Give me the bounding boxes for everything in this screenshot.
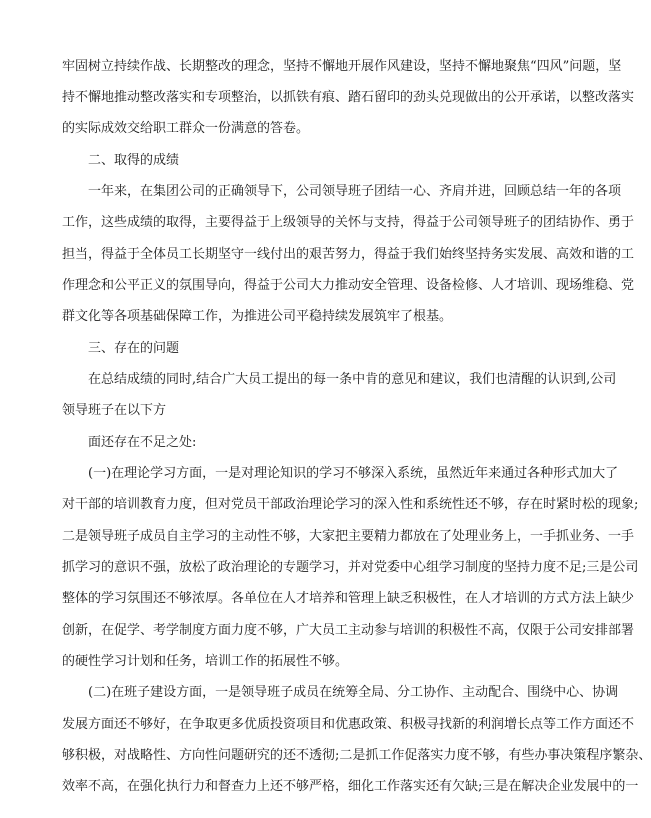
body-text-line: 领导班子在以下方 — [62, 403, 167, 418]
body-text-line: 二是领导班子成员自主学习的主动性不够，大家把主要精力都放在了处理业务上，一手抓业务、一手 — [62, 529, 635, 544]
body-text-line: 够积极，对战略性、方向性问题研究的还不透彻;二是抓工作促落实力度不够，有些办事决策程序繁杂、 — [62, 748, 651, 763]
body-text-line: 整体的学习氛围还不够浓厚。各单位在人才培养和管理上缺乏积极性，在人才培训的方式方法上缺少 — [62, 591, 635, 606]
body-text-line: 抓学习的意识不强，放松了政治理论的专题学习，并对党委中心组学习制度的坚持力度不足;三是公司 — [62, 560, 639, 575]
body-text-line: 作理念和公平正义的氛围导向，得益于公司大力推动安全管理、设备检修、人才培训、现场维稳、党 — [62, 278, 635, 293]
body-text-line: 面还存在不足之处: — [88, 435, 197, 450]
body-text-line: 担当，得益于全体员工长期坚守一线付出的艰苦努力，得益于我们始终坚持务实发展、高效和谐的工 — [62, 247, 635, 262]
section-heading: 三、存在的问题 — [88, 341, 180, 356]
body-text-line: (二)在班子建设方面，一是领导班子成员在统筹全局、分工协作、主动配合、围绕中心、协调 — [88, 685, 619, 700]
body-text-line: 发展方面还不够好，在争取更多优质投资项目和优惠政策、积极寻找新的利润增长点等工作方面还不 — [62, 717, 635, 732]
section-heading: 二、取得的成绩 — [88, 153, 180, 168]
body-text-line: 群文化等各项基础保障工作，为推进公司平稳持续发展筑牢了根基。 — [62, 309, 453, 324]
body-text-line: 持不懈地推动整改落实和专项整治，以抓铁有痕、踏石留印的劲头兑现做出的公开承诺，以整改落实 — [62, 90, 635, 105]
body-text-line: 效率不高，在强化执行力和督查力上还不够严格，细化工作落实还有欠缺;三是在解决企业发展中的一 — [62, 779, 639, 794]
body-text-line: 的硬性学习计划和任务，培训工作的拓展性不够。 — [62, 654, 349, 669]
body-text-line: 工作，这些成绩的取得，主要得益于上级领导的关怀与支持，得益于公司领导班子的团结协作、勇于 — [62, 215, 635, 230]
body-text-line: 牢固树立持续作战、长期整改的理念，坚持不懈地开展作风建设，坚持不懈地聚焦“四风”问题，坚 — [62, 59, 622, 74]
body-text-line: 的实际成效交给职工群众一份满意的答卷。 — [62, 121, 310, 136]
body-text-line: 对干部的培训教育力度，但对党员干部政治理论学习的深入性和系统性还不够，存在时紧时松的现象; — [62, 497, 639, 512]
body-text-line: 在总结成绩的同时,结合广大员工提出的每一条中肯的意见和建议，我们也清醒的认识到,公司 — [88, 372, 617, 387]
body-text-line: 一年来，在集团公司的正确领导下，公司领导班子团结一心、齐肩并进，回顾总结一年的各项 — [88, 184, 622, 199]
body-text-line: 创新，在促学、考学制度方面力度不够，广大员工主动参与培训的积极性不高，仅限于公司安排部署 — [62, 623, 635, 638]
body-text-line: (一)在理论学习方面，一是对理论知识的学习不够深入系统，虽然近年来通过各种形式加大了 — [88, 466, 619, 481]
